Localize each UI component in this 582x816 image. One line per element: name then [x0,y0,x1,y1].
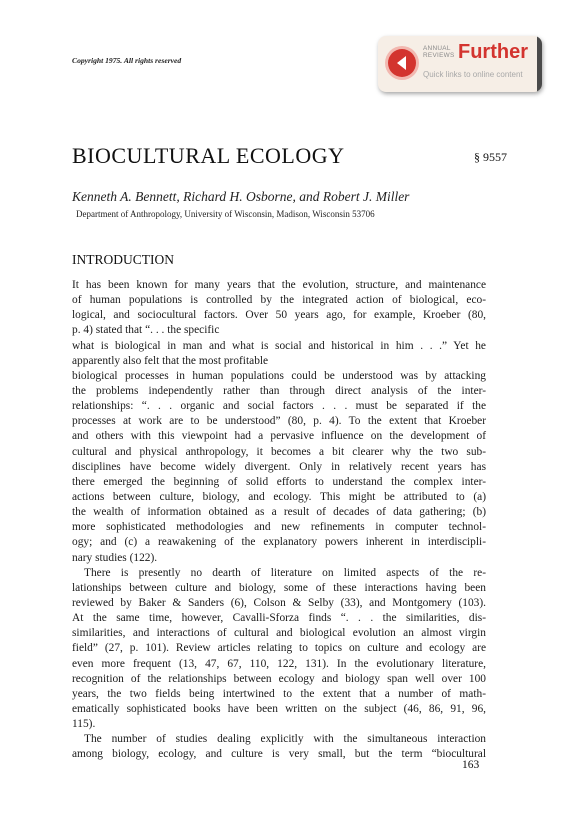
body-line: of human populations is controlled by the integrated action of biological, eco- [72,294,486,307]
body-line: relationships: “. . . organic and social factors . . . must be separated if the [72,400,486,413]
body-line: field” (27, p. 101). Review articles relating to topics on culture and ecology are [72,642,486,655]
quick-links-text[interactable]: Quick links to online content [423,70,523,79]
body-line: processes at work are to be understood” (80, p. 4). To the extent that Kroeber [72,415,486,428]
article-title: BIOCULTURAL ECOLOGY [72,143,345,168]
body-line: ematically sophisticated books have been written on the subject (46, 86, 91, 96, [72,702,486,715]
body-line: recognition of the relationships between ecology and biology span well over 100 [72,672,486,685]
author-affiliation: Department of Anthropology, University of Wisconsin, Madison, Wisconsin 53706 [76,209,375,219]
body-line: the wealth of information obtained as a result of decades of data gathering; (b) [72,506,486,519]
play-back-icon[interactable] [388,49,416,77]
body-text [72,278,486,763]
body-line: 115). [72,718,96,731]
body-line: actions between culture, biology, and ecology. This might be attributed to (a) [72,490,486,503]
body-line: lationships between culture and biology, some of these interactions having been [72,581,486,594]
body-line: years, the two fields being intertwined to the extent that a number of math- [72,687,486,700]
page-number: 163 [462,759,480,771]
copyright-notice: Copyright 1975. All rights reserved [72,56,182,65]
body-line: cultural and physical anthropology, it becomes a bit clearer why the two sub- [72,445,486,458]
body-line: The number of studies dealing explicitly with the simultaneous interaction [84,733,486,746]
body-line: nary studies (122). [72,551,158,564]
annual-reviews-wordmark: ANNUAL REVIEWS [423,45,455,59]
body-line: biological processes in human populations could be understood was by attacking [72,369,486,382]
annual-reviews-further-badge[interactable] [378,36,542,92]
body-line: the problems independently rather than through direct analysis of the inter- [72,384,486,397]
body-line: logical, and sociocultural factors. Over 50 years ago, for example, Kroeber (80, [72,309,486,322]
body-line: what is biological in man and what is social and historical in him . . .” Yet he [72,339,486,352]
section-number: § 9557 [474,150,507,164]
body-line: disciplines have become widely divergent. Only in relatively recent years has [72,460,486,473]
section-heading-introduction: INTRODUCTION [72,252,174,267]
body-line: more sophisticated methodologies and new refinements in computer technol- [72,521,486,534]
body-line: There is presently no dearth of literature on limited aspects of the re- [84,566,486,579]
body-line: and others with this viewpoint had a pervasive influence on the development of [72,430,486,443]
body-line: there emerged the beginning of solid efforts to understand the complex inter- [72,475,486,488]
body-line: even more frequent (13, 47, 67, 110, 122, 131). In the evolutionary literature, [72,657,486,670]
further-wordmark: Further [458,41,528,63]
body-line: among biology, ecology, and culture is very small, but the term “biocultural [72,748,486,761]
body-line: ogy; and (c) a reawakening of the explanatory powers inherent in interdiscipli- [72,536,486,549]
body-line: At the same time, however, Cavalli-Sforza finds “. . . the similarities, dis- [72,612,486,625]
badge-corner-fold [537,36,542,92]
body-line: reviewed by Baker & Sanders (6), Colson & Selby (33), and Montgomery (103). [72,596,486,609]
article-authors: Kenneth A. Bennett, Richard H. Osborne, and Robert J. Miller [72,189,410,204]
body-line: p. 4) stated that “. . . the specific [72,324,220,337]
body-line: It has been known for many years that the evolution, structure, and maintenance [72,279,486,291]
body-line: apparently also felt that the most profitable [72,354,269,367]
body-line: similarities, and interactions of cultural and biological evolution an almost virgin [72,627,486,640]
